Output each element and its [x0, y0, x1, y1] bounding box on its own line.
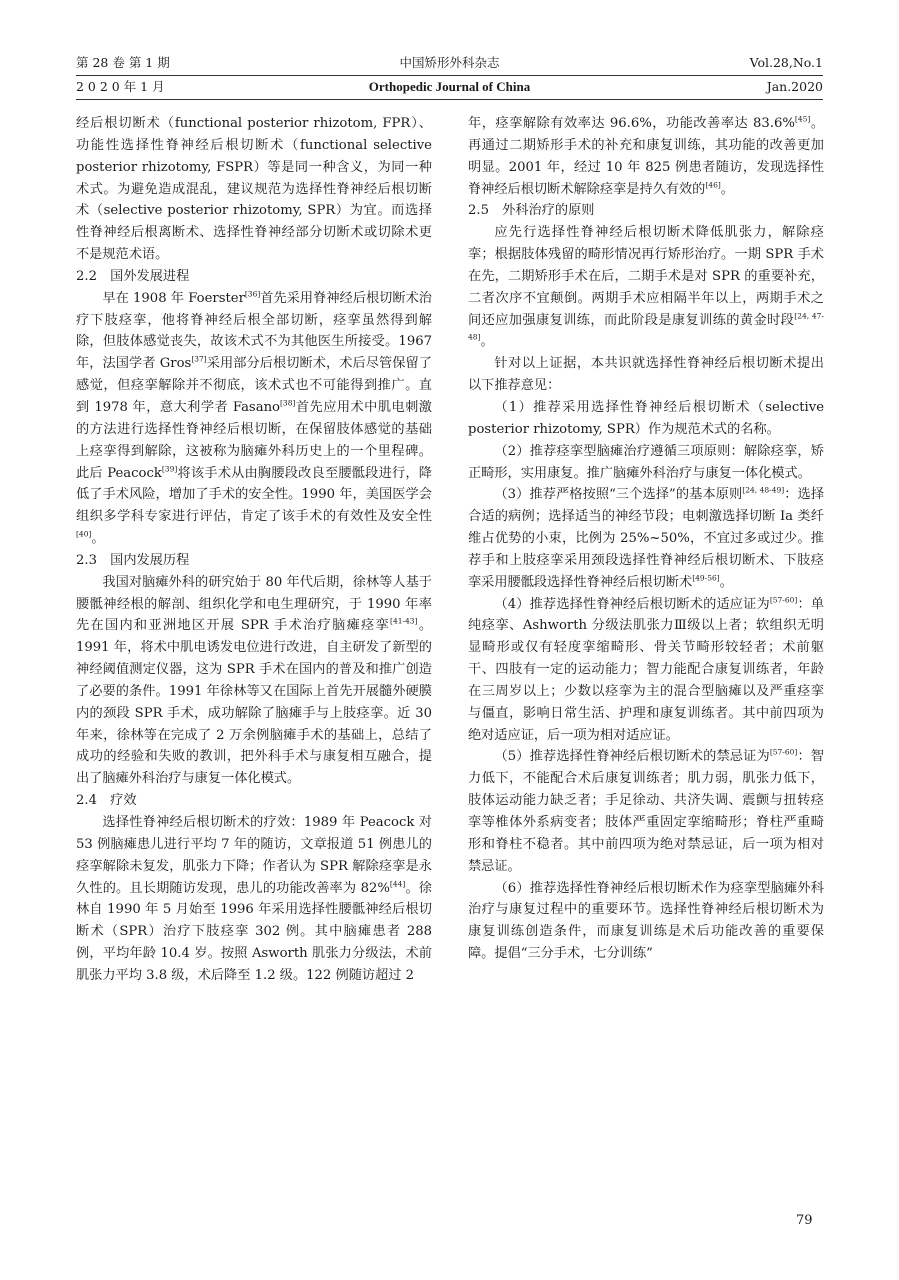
- header-volume: 第 28 卷 第 1 期: [76, 55, 170, 70]
- citation: [36]: [244, 289, 261, 299]
- paragraph-treatment-principles: 应先行选择性脊神经后根切断术降低肌张力，解除痉挛；根据肢体残留的畸形情况再行矫形治疗。一期 SPR 手术在先，二期矫形手术在后，二期手术是对 SPR 的重要补充，二者次序不宜颠倒。两期手术应相隔半年以上，两期手术之间还应加强康复训练，而此阶段是康复训练的黄金时段[24, 47-48]。: [468, 225, 824, 350]
- paragraph-recommendation-intro: 针对以上证据，本共识就选择性脊神经后根切断术提出以下推荐意见：: [468, 356, 824, 394]
- section-heading-2-3: 2.3 国内发展历程: [76, 552, 190, 568]
- left-column: [76, 113, 432, 987]
- header-vol-en: Vol.28,No.1: [749, 55, 823, 70]
- citation: [44]: [389, 879, 406, 889]
- citation: [57-60]: [769, 595, 798, 605]
- recommendation-2: （2）推荐痉挛型脑瘫治疗遵循三项原则：解除痉挛，矫正畸形，实用康复。推广脑瘫外科治疗与康复一体化模式。: [468, 443, 824, 481]
- citation: [24, 48-49]: [742, 485, 785, 495]
- citation: [37]: [191, 354, 207, 364]
- citation: [46]: [705, 180, 721, 190]
- section-heading-2-4: 2.4 疗效: [76, 793, 137, 809]
- section-heading-2-2: 2.2 国外发展进程: [76, 268, 190, 284]
- header-date-cn: 2 0 2 0 年 1 月: [76, 79, 165, 94]
- paragraph-foreign-history: 早在 1908 年 Foerster[36]首先采用脊神经后根切断术治疗下肢痉挛，他将脊神经后根全部切断，痉挛虽然得到解除，但肢体感觉丧失，故该术式不为其他医生所接受。1967 年，法国学者 Gros[37]采用部分后根切断术，术后尽管保留了感觉，但痉挛解除并不彻底，该术式也不可能得到推广。直到 1978 年，意大利学者 Fasano[38]首先应用术中肌电刺激的方法进行选择性脊神经后根切断，在保留肢体感觉的基础上痉挛得到解除，这被称为脑瘫外科历史上的一个里程碑。此后 Peacock[39]将该手术从由胸腰段改良至腰骶段进行，降低了手术风险，增加了手术的安全性。1990 年，美国医学会组织多学科专家进行评估，肯定了该手术的有效性及安全性[40]。: [76, 289, 432, 547]
- citation: [39]: [161, 464, 178, 474]
- header-date-en: Jan.2020: [766, 79, 823, 94]
- paragraph-efficacy-continued: 年，痉挛解除有效率达 96.6%，功能改善率达 83.6%[45]。再通过二期矫形手术的补充和康复训练，其功能的改善更加明显。2001 年，经过 10 年 825 例患者随访，发现选择性脊神经后根切断术解除痉挛是持久有效的[46]。: [468, 114, 825, 197]
- recommendation-4: （4）推荐选择性脊神经后根切断术的适应证为[57-60]：单纯痉挛、Ashworth 分级法肌张力Ⅲ级以上者；软组织无明显畸形或仅有轻度挛缩畸形、骨关节畸形较轻者；术前躯干、四肢有一定的运动能力；智力能配合康复训练者，年龄在三周岁以上；少数以痉挛为主的混合型脑瘫以及严重痉挛与僵直，影响日常生活、护理和康复训练者。其中前四项为绝对适应证，后一项为相对适应证。: [468, 595, 825, 743]
- paragraph-domestic-history: 我国对脑瘫外科的研究始于 80 年代后期，徐林等人基于腰骶神经根的解剖、组织化学和电生理研究，于 1990 年率先在国内和亚洲地区开展 SPR 手术治疗脑瘫痉挛[41-43]。1991 年，将术中肌电诱发电位进行改进，自主研发了新型的神经阈值测定仪器，这为 SPR 手术在国内的普及和推广创造了必要的条件。1991 年徐林等又在国际上首先开展髓外硬膜内的颈段 SPR 手术，成功解除了脑瘫手与上肢痉挛。近 30 年来，徐林等在完成了 2 万余例脑瘫手术的基础上，总结了成功的经验和失败的教训，把外科手术与康复相互融合，提出了脑瘫外科治疗与康复一体化模式。: [76, 574, 432, 787]
- citation: [38]: [280, 398, 296, 408]
- citation: [49-56]: [692, 573, 720, 583]
- paragraph-terminology: 经后根切断术（functional posterior rhizotom, FPR）、功能性选择性脊神经后根切断术（functional selective posterior rhizotomy, FSPR）等是同一种含义，为同一种术式。为避免造成混乱，建议规范为选择性脊神经后根切断术（selective posterior rhizotomy, SPR）为宜。而选择性脊神经后根离断术、选择性脊神经部分切断术或切除术更不是规范术语。: [76, 116, 432, 263]
- right-column: [468, 113, 824, 965]
- paragraph-efficacy: 选择性脊神经后根切断术的疗效：1989 年 Peacock 对 53 例脑瘫患儿进行平均 7 年的随访，文章报道 51 例患儿的痉挛解除未复发，肌张力下降；作者认为 SPR 解除痉挛是永久性的。且长期随访发现，患儿的功能改善率为 82%[44]。徐林自 1990 年 5 月始至 1996 年采用选择性腰骶神经后根切断术（SPR）治疗下肢痉挛 302 例。其中脑瘫患者 288 例，平均年龄 10.4 岁。按照 Asworth 肌张力分级法，术前肌张力平均 3.8 级，术后降至 1.2 级。122 例随访超过 2: [76, 815, 432, 983]
- header-journal-en: Orthopedic Journal of China: [368, 79, 531, 94]
- header-rule-thick: [76, 99, 823, 100]
- citation: [41-43]: [390, 617, 418, 627]
- section-heading-2-5: 2.5 外科治疗的原则: [468, 203, 595, 219]
- header-journal-cn: 中国矫形外科杂志: [399, 55, 500, 70]
- recommendation-3: （3）推荐严格按照“三个选择”的基本原则[24, 48-49]：选择合适的病例；选择适当的神经节段；电刺激选择切断 Ia 类纤维占优势的小束，比例为 25%~50%，不宜过多或过少。推荐手和上肢痉挛采用颈段选择性脊神经后根切断术、下肢痉挛采用腰骶段选择性脊神经后根切断术[49-56]。: [468, 485, 825, 590]
- citation: [24, 47-48]: [468, 311, 824, 343]
- recommendation-5: （5）推荐选择性脊神经后根切断术的禁忌证为[57-60]：智力低下，不能配合术后康复训练者；肌力弱，肌张力低下，肢体运动能力缺乏者；手足徐动、共济失调、震颤与扭转痉挛等椎体外系病变者；肢体严重固定挛缩畸形；脊柱严重畸形和脊柱不稳者。其中前四项为绝对禁忌证，后一项为相对禁忌证。: [468, 748, 825, 874]
- citation: [45]: [794, 114, 811, 124]
- running-header-top: [76, 55, 823, 73]
- page-number: 79: [796, 1213, 813, 1228]
- running-header-bottom: [76, 79, 823, 97]
- recommendation-1: （1）推荐采用选择性脊神经后根切断术（selective posterior rhizotomy, SPR）作为规范术式的名称。: [468, 399, 824, 437]
- recommendation-6: （6）推荐选择性脊神经后根切断术作为痉挛型脑瘫外科治疗与康复过程中的重要环节。选择性脊神经后根切断术为康复训练创造条件，而康复训练是术后功能改善的重要保障。提倡“三分手术，七分训练”: [468, 880, 824, 962]
- citation: [40]: [76, 529, 92, 539]
- header-rule-thin: [76, 75, 823, 76]
- citation: [57-60]: [769, 748, 798, 758]
